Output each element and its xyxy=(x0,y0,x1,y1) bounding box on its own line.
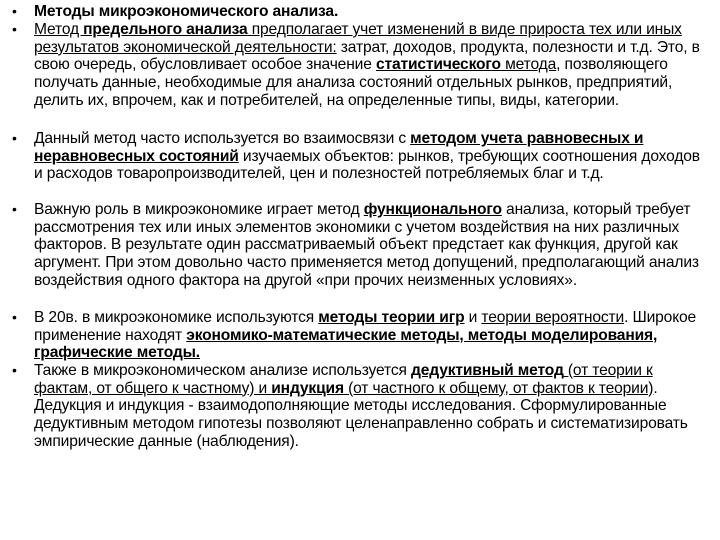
text-segment: индукция xyxy=(271,379,344,397)
text-segment: и xyxy=(464,309,482,326)
text-segment: затрат, доходов, продукта, полезности и т.д. Это, в свою очередь, обусловливает особое значение xyxy=(34,38,700,74)
text-segment: предельного анализа xyxy=(83,21,248,38)
text-segment: Данный метод часто используется во взаимосвязи с xyxy=(34,130,411,147)
text-segment: . Дедукция и индукция - взаимодополняющие методы исследования. Сформулированные дедуктивным методом гипотезы позволяют целенаправленно собрать и систематизировать эмпирические данные (наблюдения). xyxy=(34,379,688,450)
text-segment: экономико-математические методы, методы моделирования, графические методы. xyxy=(34,326,658,362)
bullet-marker: • xyxy=(12,309,17,325)
text-segment: теории вероятности xyxy=(481,309,625,326)
bullet-item xyxy=(12,130,712,183)
text-segment: методы теории игр xyxy=(318,309,465,326)
text-segment: (от частного к общему, от фактов к теории) xyxy=(343,379,654,397)
bullet-item xyxy=(12,21,712,110)
text-segment: Метод xyxy=(34,21,84,38)
text-segment: методом учета равновесных и неравновесных состояний xyxy=(34,130,644,165)
text-segment: Также в микроэкономическом анализе используется xyxy=(34,362,411,379)
text-segment: Важную роль в микроэкономике играет метод xyxy=(34,201,364,218)
bullet-item xyxy=(12,362,712,451)
bullet-marker: • xyxy=(12,21,17,37)
bullet-marker: • xyxy=(12,130,17,146)
text-segment: дедуктивный метод xyxy=(410,362,564,379)
text-segment: (от теории к фактам, от общего к частному) и xyxy=(34,362,653,397)
text-segment: функционального xyxy=(363,201,502,218)
bullet-marker: • xyxy=(12,362,17,378)
bullet-marker: • xyxy=(12,3,17,19)
text-segment: статистического xyxy=(375,56,501,74)
text-segment: анализа, который требует рассмотрения тех или иных элементов экономики с учетом воздействия на них различных факторов. В результате один рассматриваемый объект предстает как функция, другой как аргумент. При этом довольно часто применяется метод допущений, предполагающий анализ воздействия одного фактора на другой «при прочих неизменных условиях». xyxy=(34,201,699,289)
bullet-marker: • xyxy=(12,201,17,217)
text-segment: Методы микроэкономического анализа. xyxy=(34,3,339,20)
text-segment: . Широкое применение находят xyxy=(34,309,697,344)
text-segment: метода xyxy=(500,56,557,74)
bullet-item xyxy=(12,201,712,290)
bullet-item xyxy=(12,309,712,362)
bullet-item xyxy=(12,3,712,21)
text-segment: изучаемых объектов: рынков, требующих соотношения доходов и расходов товаропроизводителей, цен и полезностей потребляемых благ и т.д. xyxy=(34,147,700,183)
text-segment: В 20в. в микроэкономике используются xyxy=(34,309,319,326)
text-segment: предполагает учет изменений в виде прироста тех или иных результатов экономической деятельности: xyxy=(34,21,682,56)
text-segment: , позволяющего получать данные, необходимые для анализа состояний отдельных рынков, предприятий, делить их, впрочем, как и потребителей, на определенные типы, виды, категории. xyxy=(34,56,673,109)
